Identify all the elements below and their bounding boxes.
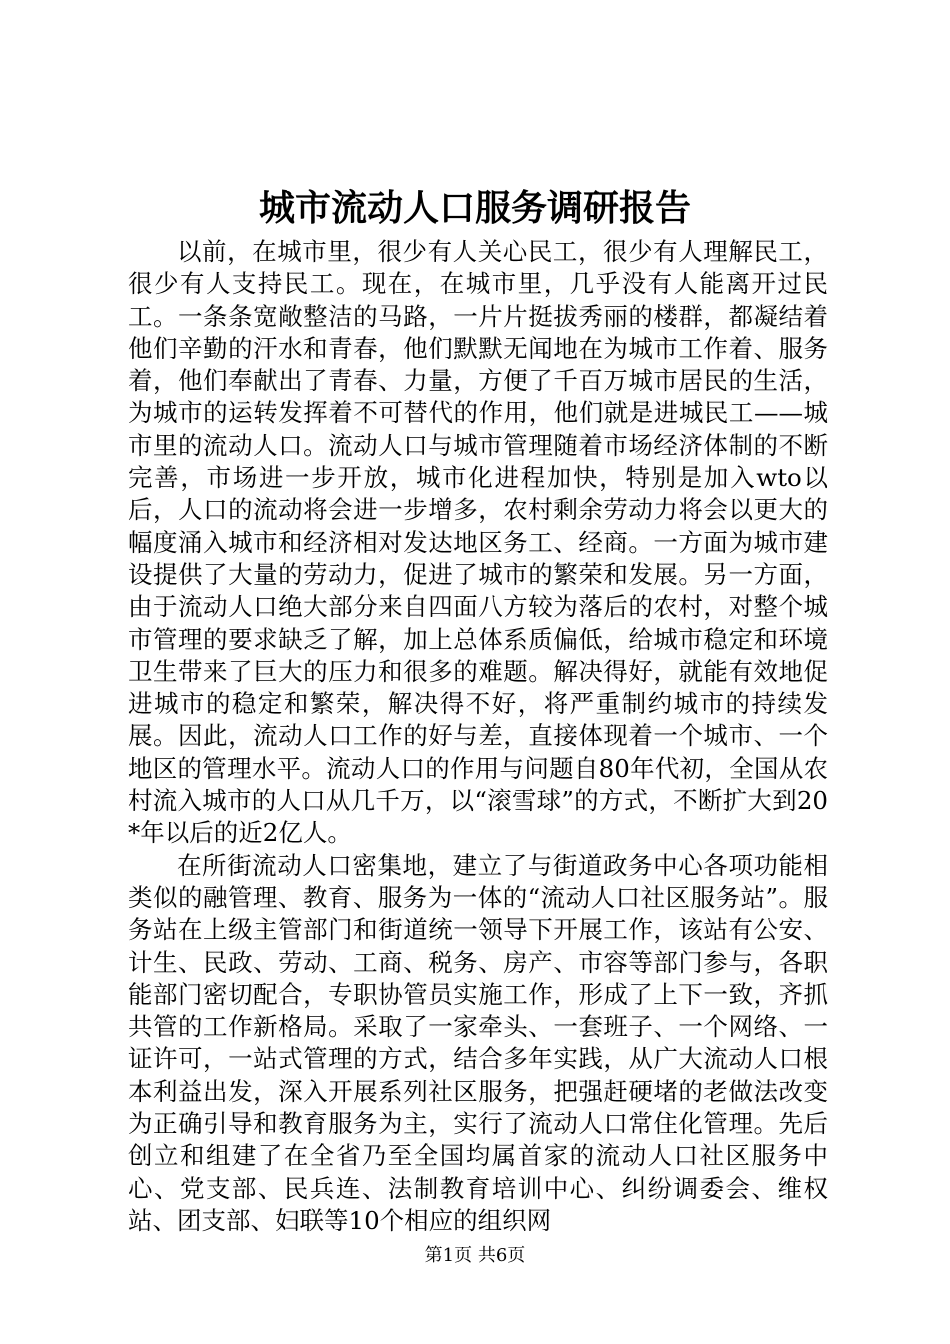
page-footer: 第1页 共6页 [424,1245,526,1266]
paragraph-1: 以前，在城市里，很少有人关心民工，很少有人理解民工，很少有人支持民工。现在，在城市里，几乎没有人能离开过民工。一条条宽敞整洁的马路，一片片挺拔秀丽的楼群，都凝结着他们辛勤的汗水和青春，他们默默无闻地在为城市工作着、服务着，他们奉献出了青春、力量，方便了千百万城市居民的生活，为城市的运转发挥着不可替代的作用，他们就是进城民工——城市里的流动人口。流动人口与城市管理随着市场经济体制的不断完善，市场进一步开放，城市化进程加快，特别是加入wto以后，人口的流动将会进一步增多，农村剩余劳动力将会以更大的幅度涌入城市和经济相对发达地区务工、经商。一方面为城市建设提供了大量的劳动力，促进了城市的繁荣和发展。另一方面，由于流动人口绝大部分来自四面八方较为落后的农村，对整个城市管理的要求缺乏了解，加上总体系质偏低，给城市稳定和环境卫生带来了巨大的压力和很多的难题。解决得好，就能有效地促进城市的稳定和繁荣，解决得不好，将严重制约城市的持续发展。因此，流动人口工作的好与差，直接体现着一个城市、一个地区的管理水平。流动人口的作用与问题自80年代初，全国从农村流入城市的人口从几千万，以“滚雪球”的方式，不断扩大到20*年以后的近2亿人。 [128,237,828,848]
document-body [128,236,828,1237]
paragraph-2: 在所街流动人口密集地，建立了与街道政务中心各项功能相类似的融管理、教育、服务为一体的“流动人口社区服务站”。服务站在上级主管部门和街道统一领导下开展工作，该站有公安、计生、民政、劳动、工商、税务、房产、市容等部门参与，各职能部门密切配合，专职协管员实施工作，形成了上下一致，齐抓共管的工作新格局。采取了一家牵头、一套班子、一个网络、一证许可，一站式管理的方式，结合多年实践，从广大流动人口根本利益出发，深入开展系列社区服务，把强赶硬堵的老做法改变为正确引导和教育服务为主，实行了流动人口常住化管理。先后创立和组建了在全省乃至全国均属首家的流动人口社区服务中心、党支部、民兵连、法制教育培训中心、纠纷调委会、维权站、团支部、妇联等10个相应的组织网 [128,850,828,1235]
document-title: 城市流动人口服务调研报告 [258,187,691,229]
